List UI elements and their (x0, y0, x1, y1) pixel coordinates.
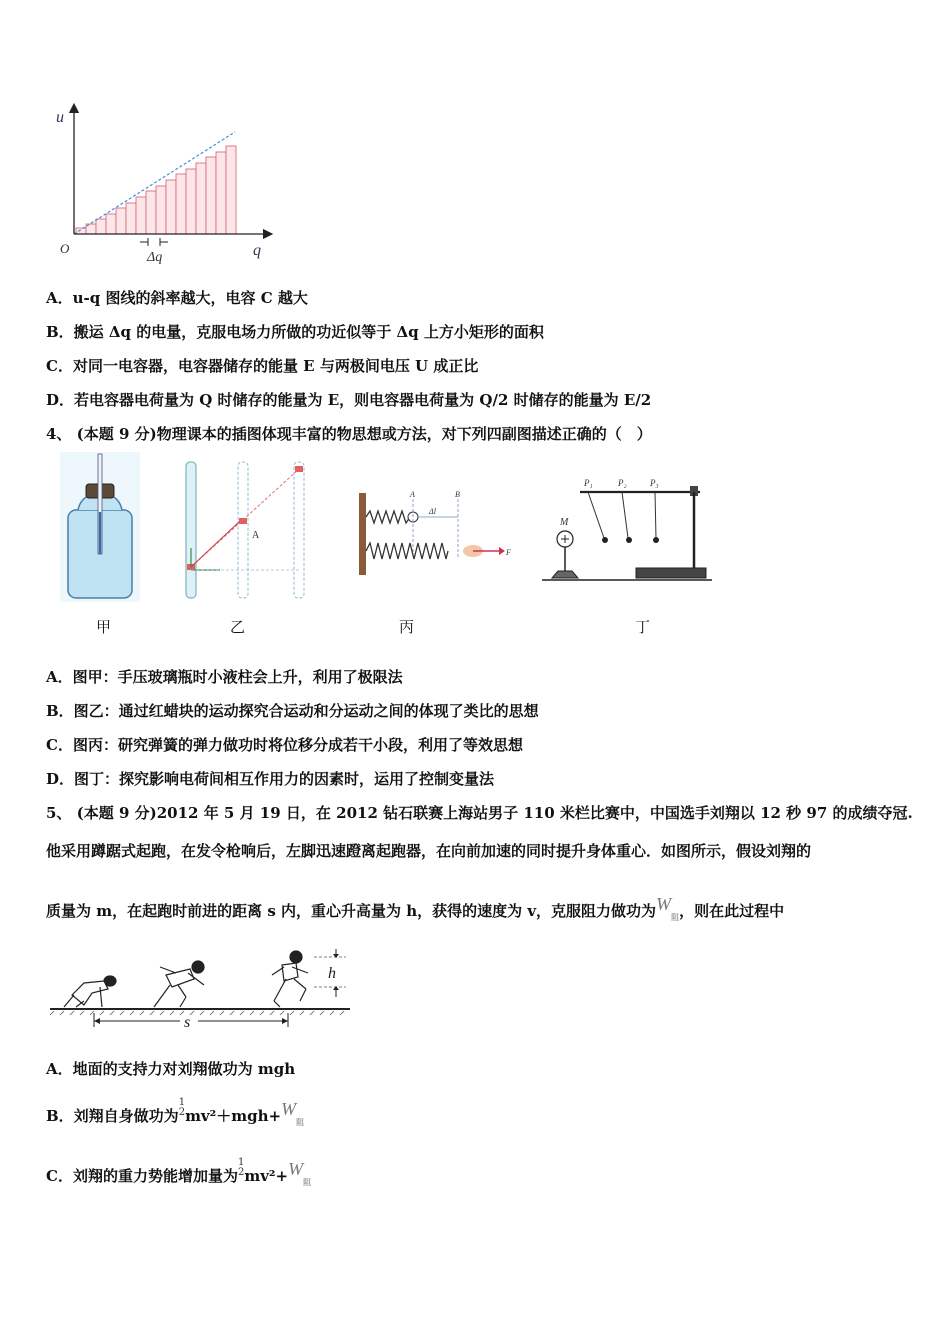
uq-graph (50, 100, 280, 265)
bing-label-dl: Δl (429, 507, 436, 516)
q4-option-c: C．图丙：研究弹簧的弹力做功时将位移分成若干小段，利用了等效思想 (46, 736, 523, 754)
q5-option-c-pre: C．刘翔的重力势能增加量为 (46, 1167, 238, 1185)
fig-ding (540, 470, 715, 588)
q4-stem: 4、 (本题 9 分)物理课本的插图体现丰富的物思想或方法，对下列四副图描述正确的（ ） (46, 425, 652, 443)
ding-label-p1: P₁ (584, 478, 593, 488)
caption-jia: 甲 (96, 618, 112, 636)
bing-label-f: F (506, 548, 511, 557)
fig-yi (180, 458, 310, 603)
w-resist-sub-b: 阻 (296, 1117, 305, 1127)
q5-option-a: A．地面的支持力对刘翔做功为 mgh (46, 1060, 296, 1078)
q5-option-c-post: mv²+ (244, 1167, 289, 1185)
uq-x-label: q (253, 242, 261, 259)
half-num-c: 1 (237, 1157, 245, 1168)
w-resist-sub: 阻 (671, 912, 680, 922)
half-den-b: 2 (178, 1107, 186, 1118)
caption-yi: 乙 (230, 618, 246, 636)
uq-y-label: u (56, 109, 64, 126)
fig-bing (355, 485, 515, 580)
q5-stem-line3 (46, 894, 784, 923)
q4-option-d: D．图丁：探究影响电荷间相互作用力的因素时，运用了控制变量法 (46, 770, 495, 788)
runner-crouch (64, 976, 116, 1007)
ding-label-m: M (560, 517, 569, 528)
fig-jia (60, 452, 140, 602)
runner-up (272, 951, 308, 1007)
q3-option-d: D．若电容器电荷量为 Q 时储存的能量为 E，则电容器电荷量为 Q/2 时储存的能量为 E/2 (46, 391, 652, 409)
w-resist-symbol: W (656, 894, 672, 914)
q4-option-a: A．图甲：手压玻璃瓶时小液柱会上升，利用了极限法 (46, 668, 403, 686)
q3-option-b: B．搬运 Δq 的电量，克服电场力所做的功近似等于 Δq 上方小矩形的面积 (46, 323, 544, 341)
ding-label-p2: P₂ (618, 478, 627, 488)
caption-bing: 丙 (399, 618, 415, 636)
q5-option-b-pre: B．刘翔自身做功为 (46, 1107, 179, 1125)
ding-label-p3: P₃ (650, 478, 659, 488)
q4-option-b: B．图乙：通过红蜡块的运动探究合运动和分运动之间的体现了类比的思想 (46, 702, 539, 720)
uq-origin: O (60, 241, 70, 256)
half-den-c: 2 (237, 1167, 245, 1178)
q5-stem-line2: 他采用蹲踞式起跑，在发令枪响后，左脚迅速蹬离起跑器，在向前加速的同时提升身体重心．如图所示，假设刘翔的 (46, 842, 812, 860)
q5-stem-line3-a: 质量为 m，在起跑时前进的距离 s 内，重心升高量为 h，获得的速度为 v，克服阻力做功为 (46, 902, 657, 920)
runner-label-s: s (184, 1014, 191, 1030)
runner-mid (154, 961, 204, 1007)
bing-label-b: B (455, 490, 460, 499)
q3-option-a: A．u-q 图线的斜率越大，电容 C 越大 (46, 289, 308, 307)
bing-label-a: A (410, 490, 415, 499)
uq-bars (76, 146, 236, 234)
caption-ding: 丁 (635, 618, 651, 636)
runner-label-h: h (328, 965, 336, 982)
uq-delta: Δq (147, 250, 163, 265)
q5-option-b (46, 1098, 304, 1128)
w-resist-symbol-b: W (281, 1099, 297, 1119)
half-num-b: 1 (178, 1097, 186, 1108)
q5-stem-line1: 5、 (本题 9 分)2012 年 5 月 19 日，在 2012 钻石联赛上海站男子 110 米栏比赛中，中国选手刘翔以 12 秒 97 的成绩夺冠. (46, 804, 913, 822)
fig-runner (48, 945, 353, 1030)
q5-option-c (46, 1158, 311, 1188)
w-resist-sub-c: 阻 (303, 1177, 312, 1187)
q5-stem-line3-b: ，则在此过程中 (679, 902, 785, 920)
q5-option-b-post: mv²＋mgh+ (185, 1107, 282, 1125)
yi-label-a: A (252, 530, 260, 541)
q3-option-c: C．对同一电容器，电容器储存的能量 E 与两极间电压 U 成正比 (46, 357, 479, 375)
w-resist-symbol-c: W (288, 1159, 304, 1179)
